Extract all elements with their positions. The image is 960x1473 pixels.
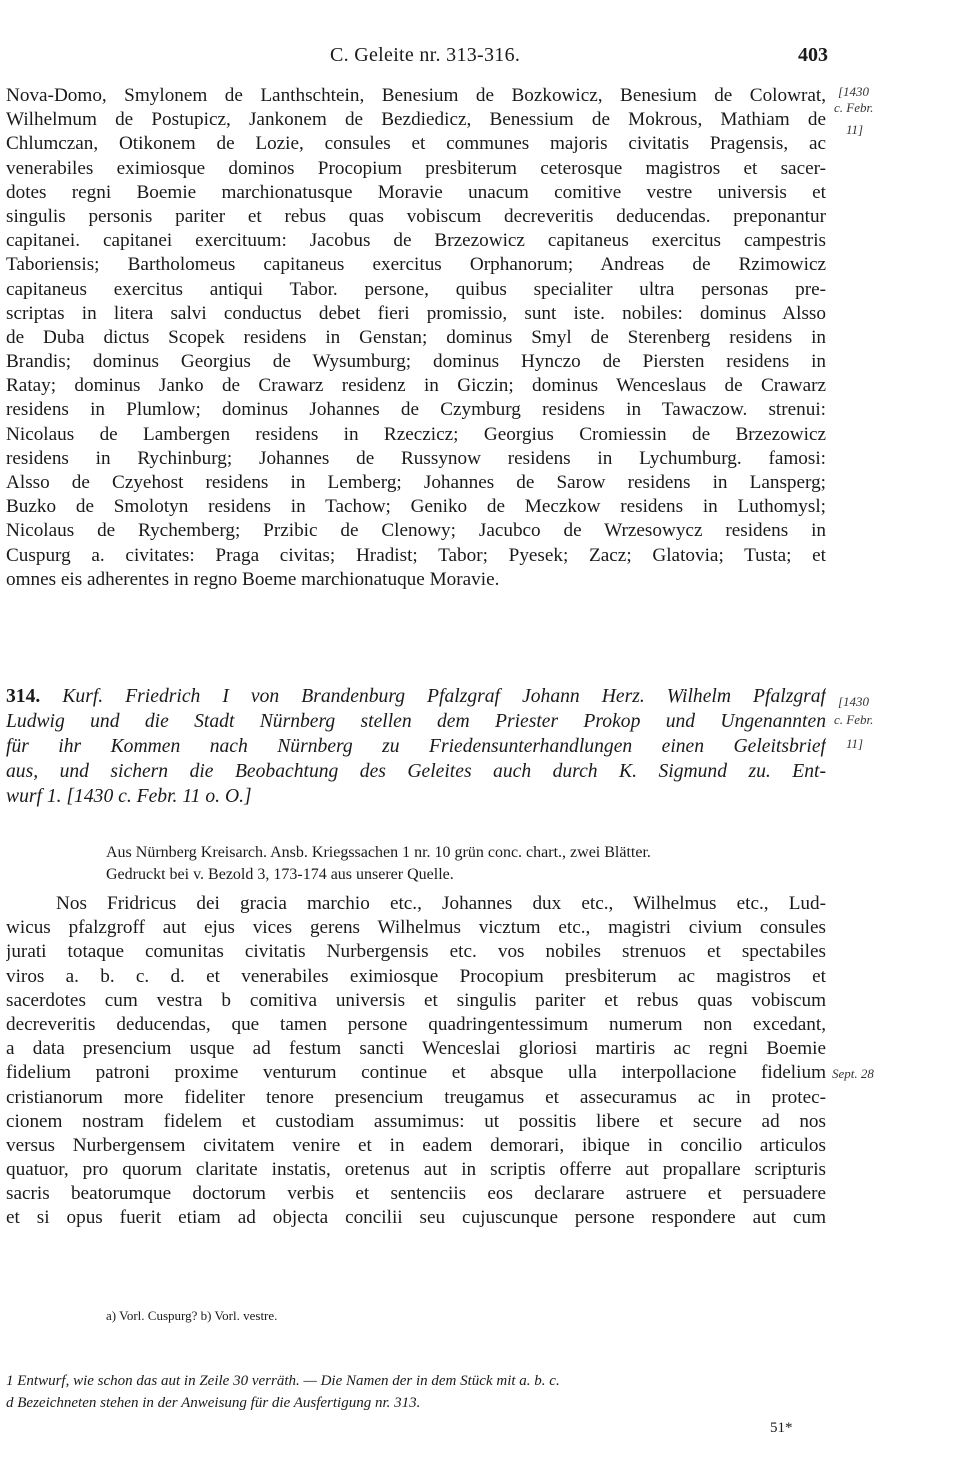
text-line: Alsso de Czyehost residens in Lemberg; Johannes de Sarow residens in Lansperg; bbox=[6, 472, 826, 493]
text-line: versus Nurbergensem civitatem venire et in eadem demorari, ibique in concilio articulos bbox=[6, 1134, 826, 1156]
text-line: cionem nostram fidelem et custodiam assumimus: ut possitis libere et secure ad nos bbox=[6, 1110, 826, 1132]
text-block-continuation bbox=[6, 84, 826, 592]
margin-date-3: 11] bbox=[846, 122, 864, 137]
text-line: venerabiles eximiosque dominos Procopium presbiterum ceterosque magistros et sacer- bbox=[6, 157, 826, 179]
page-header bbox=[0, 40, 960, 70]
source-line: Aus Nürnberg Kreisarch. Ansb. Kriegssachen 1 nr. 10 grün conc. chart., zwei Blätter. bbox=[106, 844, 651, 861]
text-line: sacris beatorumque doctorum verbis et sentenciis eos declarare astruere et persuadere bbox=[6, 1183, 826, 1205]
source-line: Gedruckt bei v. Bezold 3, 173-174 aus unserer Quelle. bbox=[106, 866, 454, 883]
text-line: Wilhelmum de Postupicz, Jankonem de Bezdiedicz, Benessium de Mokrous, Mathiam de bbox=[6, 109, 826, 131]
text-line: Taboriensis; Bartholomeus capitaneus exercitus Orphanorum; Andreas de Rzimowicz bbox=[6, 254, 826, 276]
margin-date-1: [1430 bbox=[838, 84, 870, 99]
entry-heading bbox=[6, 684, 826, 809]
heading-line: Kurf. Friedrich I von Brandenburg Pfalzgraf Johann Herz. Wilhelm Pfalzgraf bbox=[62, 686, 826, 707]
heading-line: aus, und sichern die Beobachtung des Geleites auch durch K. Sigmund zu. Ent- bbox=[6, 761, 826, 782]
text-line: de Duba dictus Scopek residens in Genstan; dominus Smyl de Sterenberg residens in bbox=[6, 326, 826, 348]
margin-date-5: c. Febr. bbox=[834, 712, 874, 727]
text-line: sacerdotes cum vestra b comitiva universis et singulis pariter et rebus quas vobiscum bbox=[6, 989, 826, 1011]
text-block-document-314 bbox=[6, 892, 826, 1231]
margin-date-2: c. Febr. bbox=[834, 100, 874, 115]
footnote-line: 1 Entwurf, wie schon das aut in Zeile 30 verräth. — Die Namen der in dem Stück mit a. b. c. bbox=[6, 1373, 560, 1389]
text-line: Brandis; dominus Georgius de Wysumburg; dominus Hynczo de Piersten residens in bbox=[6, 351, 826, 373]
text-line: Nova-Domo, Smylonem de Lanthschtein, Benesium de Bozkowicz, Benesium de Colowrat, bbox=[6, 85, 826, 106]
text-line: Chlumczan, Otikonem de Lozie, consules et communes majoris civitatis Pragensis, ac bbox=[6, 133, 826, 155]
text-line: fidelium patroni proxime venturum continue et absque ulla interpollacione fidelium bbox=[6, 1062, 826, 1084]
text-line: jurati totaque comunitas civitatis Nurbergensis etc. vos nobiles strenuos et spectabiles bbox=[6, 941, 826, 963]
text-line: residens in Plumlow; dominus Johannes de Czymburg residens in Tawaczow. strenui: bbox=[6, 399, 826, 421]
text-line: residens in Rychinburg; Johannes de Russynow residens in Lychumburg. famosi: bbox=[6, 447, 826, 469]
heading-line: wurf 1. [1430 c. Febr. 11 o. O.] bbox=[6, 786, 252, 807]
text-line: quatuor, pro quorum claritate instatis, oretenus aut in scriptis offerre aut propallare scripturis bbox=[6, 1159, 826, 1181]
heading-line: für ihr Kommen nach Nürnberg zu Friedensunterhandlungen einen Geleitsbrief bbox=[6, 736, 826, 757]
text-line: omnes eis adherentes in regno Boeme marchionatuque Moravie. bbox=[6, 568, 500, 590]
text-line: wicus pfalzgroff aut ejus vices gerens Wilhelmus vicztum etc., magistri civium consules bbox=[6, 917, 826, 939]
source-note bbox=[106, 842, 826, 886]
text-line: dotes regni Boemie marchionatusque Moravie unacum comitive vestre universis et bbox=[6, 181, 826, 203]
text-line: Buzko de Smolotyn residens in Tachow; Geniko de Meczkow residens in Luthomysl; bbox=[6, 496, 826, 518]
running-head: C. Geleite nr. 313-316. bbox=[330, 44, 521, 66]
printer-signature-mark: 51* bbox=[770, 1420, 793, 1436]
margin-date-7: Sept. 28 bbox=[832, 1066, 874, 1081]
footnote-line: d Bezeichneten stehen in der Anweisung für die Ausfertigung nr. 313. bbox=[6, 1395, 421, 1411]
margin-date-4: [1430 bbox=[838, 694, 870, 709]
margin-date-6: 11] bbox=[846, 736, 864, 751]
text-line: viros a. b. c. d. et venerabiles eximiosque Procopium presbiterum ac magistros et bbox=[6, 965, 826, 987]
textual-footnotes: a) Vorl. Cuspurg? b) Vorl. vestre. bbox=[106, 1308, 278, 1323]
heading-line: Ludwig und die Stadt Nürnberg stellen dem Priester Prokop und Ungenannten bbox=[6, 711, 826, 732]
text-line: capitaneus exercitus antiqui Tabor. persone, quibus specialiter ultra personas pre- bbox=[6, 278, 826, 300]
text-line: Nicolaus de Rychemberg; Przibic de Clenowy; Jacubco de Wrzesowycz residens in bbox=[6, 520, 826, 542]
text-line: cristianorum more fideliter tenore presencium treugamus et assecuramus ac in protec- bbox=[6, 1086, 826, 1108]
text-line: et si opus fuerit etiam ad objecta concilii seu cujuscunque persone respondere aut cum bbox=[6, 1207, 826, 1229]
text-line: a data presencium usque ad festum sancti Wenceslai gloriosi martiris ac regni Boemie bbox=[6, 1038, 826, 1060]
text-line: Nicolaus de Lambergen residens in Rzeczicz; Georgius Cromiessin de Brzezowicz bbox=[6, 423, 826, 445]
page-number: 403 bbox=[798, 44, 828, 66]
text-line: capitanei. capitanei exercituum: Jacobus de Brzezowicz capitaneus exercitus campestris bbox=[6, 230, 826, 252]
editorial-footnotes bbox=[6, 1370, 826, 1414]
text-line: decreveritis deducendas, que tamen persone quadringentessimum numerum non excedant, bbox=[6, 1013, 826, 1035]
text-line: Nos Fridricus dei gracia marchio etc., Johannes dux etc., Wilhelmus etc., Lud- bbox=[56, 893, 826, 914]
text-line: Ratay; dominus Janko de Crawarz residenz in Giczin; dominus Wenceslaus de Crawarz bbox=[6, 375, 826, 397]
text-line: Cuspurg a. civitates: Praga civitas; Hradist; Tabor; Pyesek; Zacz; Glatovia; Tusta; et bbox=[6, 544, 826, 566]
text-line: singulis personis pariter et rebus quas vobiscum decreveritis deducendas. preponantur bbox=[6, 205, 826, 227]
text-line: scriptas in litera salvi conductus debet fieri promissio, sunt iste. nobiles: dominus Alsso bbox=[6, 302, 826, 324]
entry-number: 314. bbox=[6, 686, 41, 707]
